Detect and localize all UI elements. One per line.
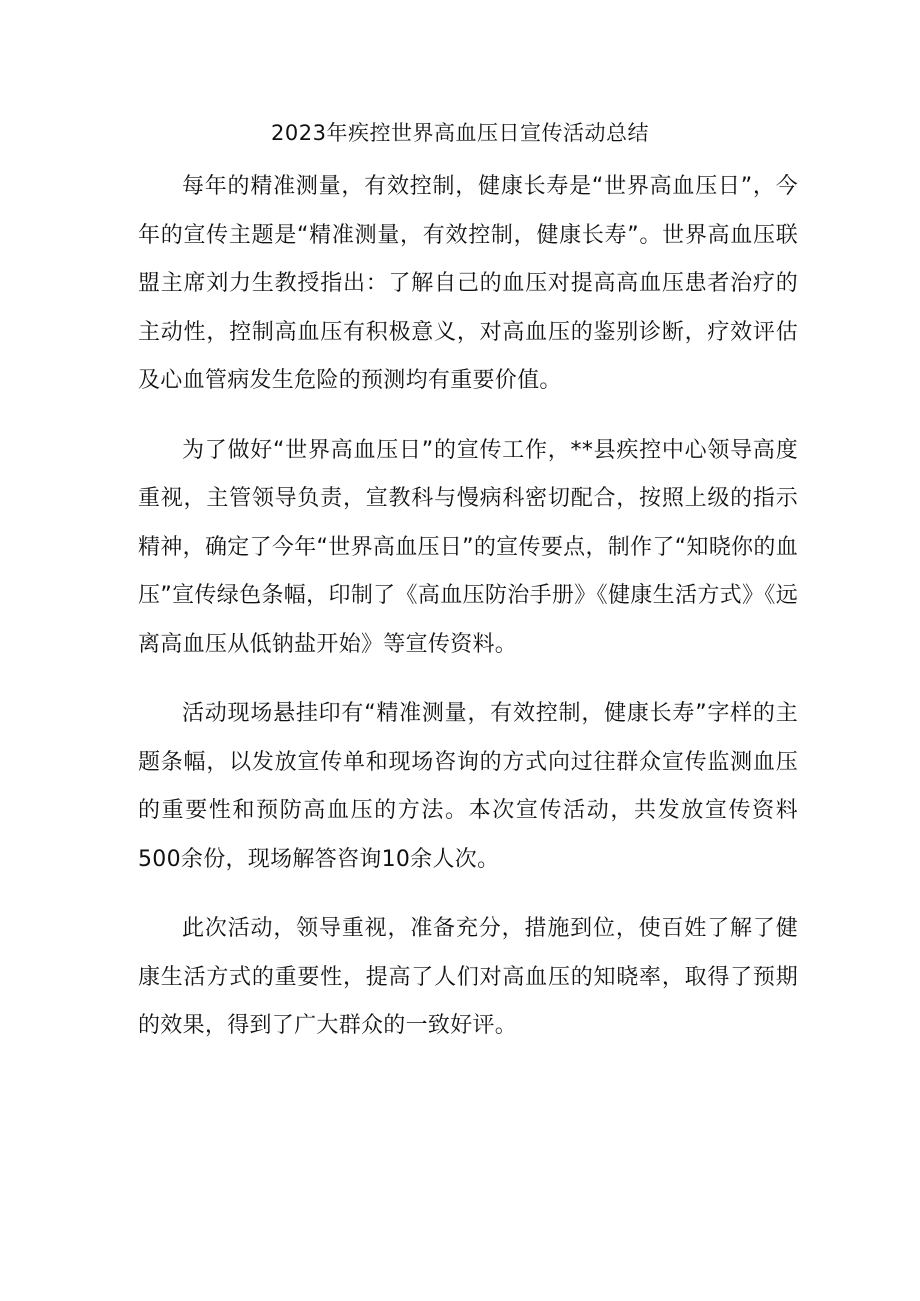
paragraph-1: 每年的精准测量，有效控制，健康长寿是“世界高血压日”，今年的宣传主题是“精准测量，有效控制，健康长寿”。世界高血压联盟主席刘力生教授指出：了解自己的血压对提高高血压患者治疗的主动性，控制高血压有积极意义，对高血压的鉴别诊断，疗效评估及心血管病发生危险的预测均有重要价值。	[138, 174, 798, 393]
paragraph-4: 此次活动，领导重视，准备充分，措施到位，使百姓了解了健康生活方式的重要性，提高了人们对高血压的知晓率，取得了预期的效果，得到了广大群众的一致好评。	[138, 916, 798, 1038]
paragraph-2: 为了做好“世界高血压日”的宣传工作，**县疾控中心领导高度重视，主管领导负责，宣教科与慢病科密切配合，按照上级的指示精神，确定了今年“世界高血压日”的宣传要点，制作了“知晓你的血压”宣传绿色条幅，印制了《高血压防治手册》《健康生活方式》《远离高血压从低钠盐开始》等宣传资料。	[138, 437, 798, 657]
document-title: 2023年疾控世界高血压日宣传活动总结	[271, 121, 649, 145]
document-body	[138, 163, 798, 1072]
paragraph-3: 活动现场悬挂印有“精准测量，有效控制，健康长寿”字样的主题条幅，以发放宣传单和现场咨询的方式向过往群众宣传监测血压的重要性和预防高血压的方法。本次宣传活动，共发放宣传资料500余份，现场解答咨询10余人次。	[138, 701, 798, 872]
